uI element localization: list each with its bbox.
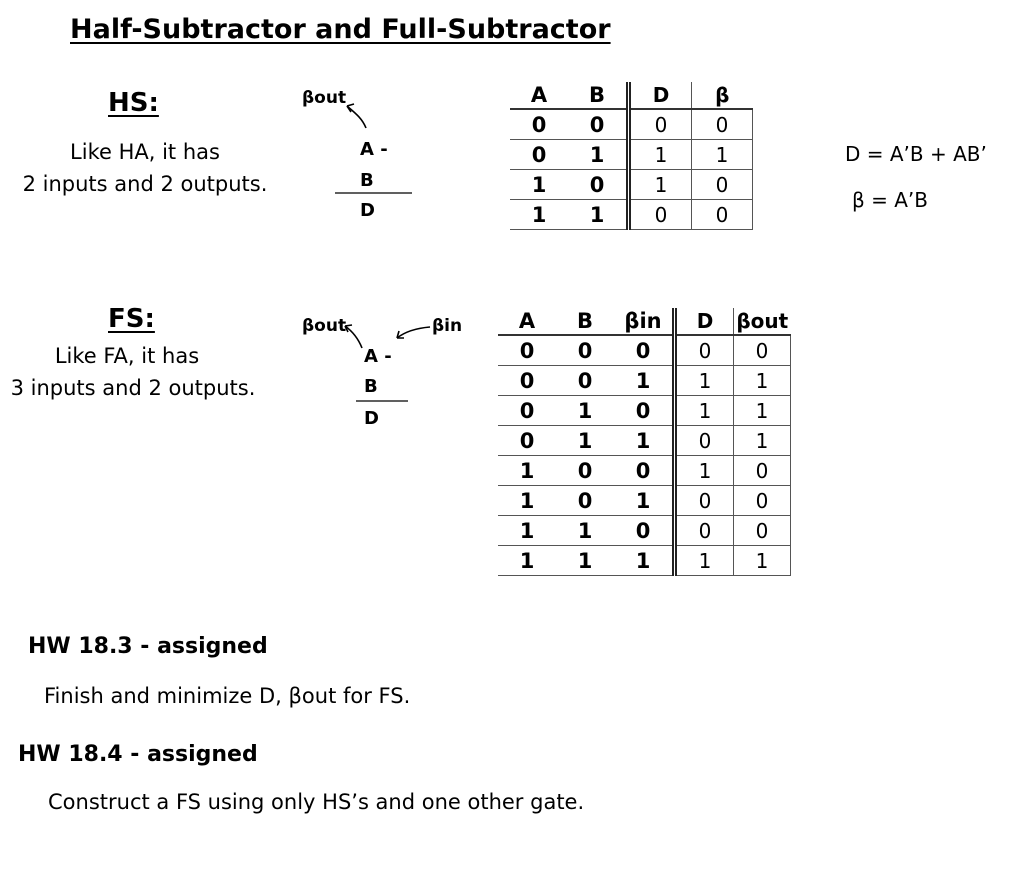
table-cell: 1 [556,546,614,576]
table-cell: 1 [734,366,791,396]
hs-diagram-bout-label: βout [302,88,347,108]
fs-header-a: A [498,308,556,335]
hs-diagram-b: B [360,170,374,191]
table-row [498,546,791,576]
table-cell: 0 [734,335,791,366]
table-cell: 1 [675,456,734,486]
table-cell: 0 [510,109,568,140]
hs-heading: HS: [108,88,159,118]
hw-18-4-task: Construct a FS using only HS’s and one other gate. [48,790,585,814]
table-row [498,516,791,546]
fs-header-d: D [675,308,734,335]
fs-diagram-bin-label: βin [432,316,463,336]
fs-table-header [498,308,791,335]
table-cell: 1 [614,426,675,456]
table-cell: 1 [568,200,629,230]
table-cell: 0 [675,486,734,516]
hs-diagram-d: D [360,200,375,221]
table-cell: 1 [692,140,753,170]
table-cell: 0 [675,335,734,366]
fs-diagram-bout-label: βout [302,316,347,336]
table-cell: 0 [556,486,614,516]
hw-18-3-title: HW 18.3 - assigned [28,634,268,659]
fs-diagram-d: D [364,408,379,429]
table-cell: 1 [614,486,675,516]
table-cell: 0 [498,335,556,366]
table-cell: 0 [692,109,753,140]
table-cell: 1 [614,366,675,396]
table-cell: 1 [556,426,614,456]
table-cell: 0 [556,335,614,366]
table-cell: 0 [556,366,614,396]
table-cell: 0 [614,335,675,366]
hs-equation-beta: β = A’B [852,188,928,212]
table-cell: 1 [734,546,791,576]
fs-heading: FS: [108,304,155,334]
table-cell: 1 [629,170,692,200]
table-cell: 1 [675,546,734,576]
table-row [498,335,791,366]
table-cell: 0 [692,170,753,200]
table-cell: 1 [734,396,791,426]
table-row [498,366,791,396]
table-cell: 1 [498,546,556,576]
hs-diagram-a: A - [360,139,388,160]
table-cell: 1 [498,486,556,516]
table-cell: 1 [556,516,614,546]
table-row [498,426,791,456]
fs-description-line1: Like FA, it has [54,344,200,368]
table-cell: 0 [568,109,629,140]
table-cell: 0 [675,516,734,546]
table-cell: 0 [498,366,556,396]
table-cell: 0 [510,140,568,170]
table-cell: 0 [734,486,791,516]
table-row [498,486,791,516]
hs-description-line1: Like HA, it has [70,140,220,164]
table-cell: 0 [568,170,629,200]
table-cell: 0 [614,396,675,426]
table-cell: 0 [675,426,734,456]
table-cell: 0 [734,456,791,486]
table-cell: 0 [734,516,791,546]
table-cell: 0 [629,109,692,140]
table-cell: 0 [614,456,675,486]
table-cell: 0 [629,200,692,230]
table-cell: 0 [692,200,753,230]
fs-truth-table [498,308,791,576]
table-cell: 1 [510,200,568,230]
table-cell: 0 [614,516,675,546]
table-cell: 1 [568,140,629,170]
table-cell: 1 [498,456,556,486]
fs-header-bin: βin [614,308,675,335]
table-cell: 1 [498,516,556,546]
table-cell: 1 [614,546,675,576]
hs-equation-d: D = A’B + AB’ [845,142,987,166]
hs-header-beta: β [692,82,753,109]
hs-header-d: D [629,82,692,109]
table-cell: 1 [629,140,692,170]
table-row [498,456,791,486]
table-cell: 1 [510,170,568,200]
hw-18-4-title: HW 18.4 - assigned [18,742,258,767]
table-cell: 1 [734,426,791,456]
table-cell: 0 [556,456,614,486]
fs-description-line2: 3 inputs and 2 outputs. [10,376,256,400]
hs-header-a: A [510,82,568,109]
table-cell: 1 [675,396,734,426]
table-cell: 0 [498,426,556,456]
hw-18-3-task: Finish and minimize D, βout for FS. [44,684,411,708]
hs-description-line2: 2 inputs and 2 outputs. [22,172,268,196]
table-cell: 1 [556,396,614,426]
fs-diagram-b: B [364,376,378,397]
table-cell: 0 [498,396,556,426]
hs-header-b: B [568,82,629,109]
table-row [498,396,791,426]
fs-header-b: B [556,308,614,335]
table-cell: 1 [675,366,734,396]
fs-diagram-a: A - [364,346,392,367]
page-title: Half-Subtractor and Full-Subtractor [70,14,611,45]
fs-header-bout: βout [734,308,791,335]
